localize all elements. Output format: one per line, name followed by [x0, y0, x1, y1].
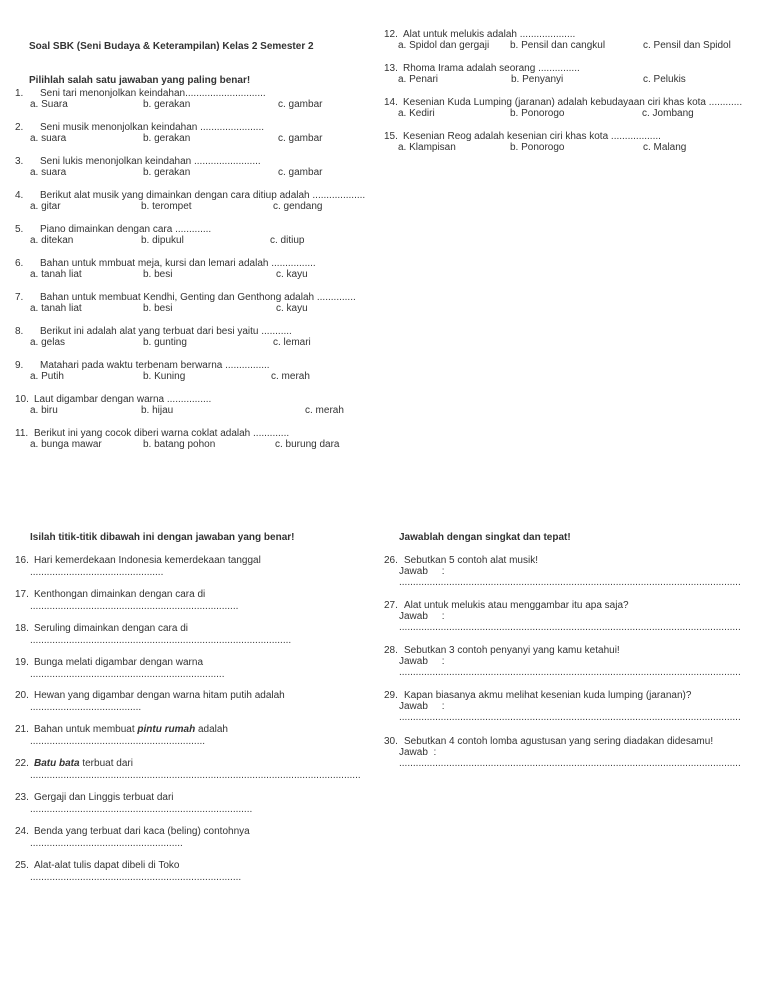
page-title: Soal SBK (Seni Budaya & Keterampilan) Kelas 2 Semester 2 [29, 41, 314, 52]
question-text: Berikut ini yang cocok diberi warna coklat adalah ............. [34, 428, 290, 439]
answer-blank: ........................................................................................................................... [399, 622, 741, 633]
option-b: b. gunting [143, 337, 187, 348]
answer-blank: ...................................................................... [30, 669, 225, 680]
option-a: a. Spidol dan gergaji [398, 40, 490, 51]
option-b: b. gerakan [143, 167, 191, 178]
option-c: c. kayu [276, 269, 308, 280]
option-c: c. ditiup [270, 235, 305, 246]
option-c: c. merah [305, 405, 344, 416]
question-label: Hari kemerdekaan Indonesia kemerdekaan tanggal [34, 555, 261, 566]
question-number: 8. [15, 326, 24, 337]
question-text [34, 589, 205, 601]
question-text [34, 758, 133, 770]
jawab-label: Jawab : [399, 656, 445, 667]
question-text: Laut digambar dengan warna ................ [34, 394, 212, 405]
option-a: a. suara [30, 133, 67, 144]
question-number: 14. [384, 97, 398, 108]
question-label: Seruling dimainkan dengan cara di [34, 623, 188, 634]
question-number: 5. [15, 224, 24, 235]
option-c: c. gambar [278, 167, 323, 178]
question-number: 12. [384, 29, 398, 40]
question-text: Kesenian Reog adalah kesenian ciri khas kota .................. [403, 131, 661, 142]
option-b: b. Penyanyi [511, 74, 564, 85]
option-b: b. Pensil dan cangkul [510, 40, 606, 51]
option-b: b. gerakan [143, 133, 191, 144]
option-b: b. Ponorogo [510, 142, 565, 153]
jawab-label: Jawab : [399, 747, 437, 758]
option-c: c. gendang [273, 201, 323, 212]
question-label: Bunga melati digambar dengan warna [34, 657, 203, 668]
answer-blank: ............................................................... [30, 736, 206, 747]
question-label: terbuat dari [82, 758, 133, 769]
option-b: b. dipukul [141, 235, 184, 246]
answer-blank: ........................................................................................................................... [399, 667, 741, 678]
emphasized-term: pintu rumah [137, 724, 196, 735]
question-number: 7. [15, 292, 24, 303]
mc-instruction: Pilihlah salah satu jawaban yang paling benar! [29, 75, 251, 86]
question-number: 21. [15, 724, 29, 735]
option-c: c. kayu [276, 303, 308, 314]
question-number: 23. [15, 792, 29, 803]
question-number: 6. [15, 258, 24, 269]
question-number: 10. [15, 394, 29, 405]
jawab-label: Jawab : [399, 566, 445, 577]
option-a: a. Suara [30, 99, 68, 110]
question-text: Piano dimainkan dengan cara ............. [40, 224, 212, 235]
option-a: a. ditekan [30, 235, 74, 246]
option-c: c. Malang [643, 142, 687, 153]
answer-blank: ....................................................................................................................... [30, 770, 361, 781]
option-b: b. besi [143, 269, 173, 280]
question-number: 30. [384, 736, 398, 747]
answer-blank: ....................................................... [30, 838, 183, 849]
question-number: 29. [384, 690, 398, 701]
question-text [34, 860, 179, 872]
option-a: a. Kediri [398, 108, 435, 119]
answer-blank: ........................................................................................................................... [399, 758, 741, 769]
question-text [34, 623, 188, 635]
option-c: c. gambar [278, 133, 323, 144]
option-c: c. Jombang [642, 108, 694, 119]
emphasized-term: Batu bata [34, 758, 80, 769]
question-text: Kesenian Kuda Lumping (jaranan) adalah kebudayaan ciri khas kota ............ [403, 97, 743, 108]
question-label: Gergaji dan Linggis terbuat dari [34, 792, 174, 803]
answer-blank: ........................................................................... [30, 601, 239, 612]
question-number: 25. [15, 860, 29, 871]
answer-blank: ........................................................................................................................... [399, 712, 741, 723]
question-label: Alat-alat tulis dapat dibeli di Toko [34, 860, 180, 871]
question-text: Sebutkan 5 contoh alat musik! [404, 555, 538, 566]
option-c: c. lemari [273, 337, 311, 348]
answer-blank: ................................................................................ [30, 804, 253, 815]
question-text [34, 555, 261, 567]
question-number: 3. [15, 156, 24, 167]
answer-blank: ........................................................................................................................... [399, 577, 741, 588]
question-text: Alat untuk melukis adalah .................... [403, 29, 576, 40]
jawab-label: Jawab : [399, 611, 445, 622]
question-label: Hewan yang digambar dengan warna hitam putih adalah [34, 690, 285, 701]
option-a: a. Putih [30, 371, 64, 382]
question-label: Benda yang terbuat dari kaca (beling) contohnya [34, 826, 250, 837]
option-b: b. hijau [141, 405, 174, 416]
answer-blank: ................................................ [30, 567, 164, 578]
option-a: a. tanah liat [30, 269, 82, 280]
question-text: Rhoma Irama adalah seorang ............... [403, 63, 580, 74]
question-text: Seni musik menonjolkan keindahan ....................... [40, 122, 264, 133]
question-number: 16. [15, 555, 29, 566]
question-number: 19. [15, 657, 29, 668]
question-label: Kenthongan dimainkan dengan cara di [34, 589, 206, 600]
jawab-label: Jawab : [399, 701, 445, 712]
question-text: Alat untuk melukis atau menggambar itu apa saja? [404, 600, 629, 611]
question-number: 27. [384, 600, 398, 611]
answer-blank: ........................................ [30, 702, 142, 713]
option-a: a. Klampisan [398, 142, 456, 153]
option-b: b. batang pohon [143, 439, 216, 450]
question-text: Bahan untuk mmbuat meja, kursi dan lemari adalah ................ [40, 258, 316, 269]
option-c: c. merah [271, 371, 310, 382]
question-text [34, 690, 285, 702]
question-number: 15. [384, 131, 398, 142]
question-number: 20. [15, 690, 29, 701]
question-number: 11. [15, 428, 29, 439]
question-text [34, 792, 174, 804]
option-b: b. besi [143, 303, 173, 314]
question-text: Berikut alat musik yang dimainkan dengan cara ditiup adalah ................... [40, 190, 366, 201]
option-b: b. Ponorogo [510, 108, 565, 119]
question-text: Kapan biasanya akmu melihat kesenian kuda lumping (jaranan)? [404, 690, 692, 701]
question-text: Bahan untuk membuat Kendhi, Genting dan Genthong adalah .............. [40, 292, 356, 303]
question-number: 1. [15, 88, 24, 99]
answer-blank: ............................................................................ [30, 872, 242, 883]
option-a: a. tanah liat [30, 303, 82, 314]
option-a: a. suara [30, 167, 67, 178]
question-text: Seni tari menonjolkan keindahan............................. [40, 88, 266, 99]
option-c: c. Pelukis [643, 74, 686, 85]
option-a: a. gitar [30, 201, 61, 212]
question-number: 4. [15, 190, 24, 201]
option-b: b. Kuning [143, 371, 186, 382]
question-number: 17. [15, 589, 29, 600]
question-text: Sebutkan 3 contoh penyanyi yang kamu ketahui! [404, 645, 620, 656]
question-number: 24. [15, 826, 29, 837]
essay-instruction: Jawablah dengan singkat dan tepat! [399, 532, 571, 543]
question-text [34, 724, 228, 736]
question-text: Berikut ini adalah alat yang terbuat dari besi yaitu ........... [40, 326, 292, 337]
option-b: b. gerakan [143, 99, 191, 110]
question-number: 9. [15, 360, 24, 371]
option-a: a. Penari [398, 74, 439, 85]
option-c: c. Pensil dan Spidol [643, 40, 731, 51]
question-number: 22. [15, 758, 29, 769]
question-number: 28. [384, 645, 398, 656]
option-a: a. bunga mawar [30, 439, 102, 450]
option-a: a. gelas [30, 337, 66, 348]
fill-instruction: Isilah titik-titik dibawah ini dengan jawaban yang benar! [30, 532, 295, 543]
option-b: b. terompet [141, 201, 192, 212]
option-c: c. burung dara [275, 439, 340, 450]
answer-blank: .............................................................................................. [30, 635, 292, 646]
question-text: Matahari pada waktu terbenam berwarna ................ [40, 360, 270, 371]
question-text [34, 826, 250, 838]
question-number: 18. [15, 623, 29, 634]
question-label: adalah [197, 724, 228, 735]
question-number: 26. [384, 555, 398, 566]
question-number: 13. [384, 63, 398, 74]
question-label: Bahan untuk membuat [34, 724, 135, 735]
option-c: c. gambar [278, 99, 323, 110]
option-a: a. biru [30, 405, 58, 416]
question-text [34, 657, 203, 669]
question-text: Sebutkan 4 contoh lomba agustusan yang sering diadakan didesamu! [404, 736, 714, 747]
question-text: Seni lukis menonjolkan keindahan ........................ [40, 156, 261, 167]
question-number: 2. [15, 122, 24, 133]
